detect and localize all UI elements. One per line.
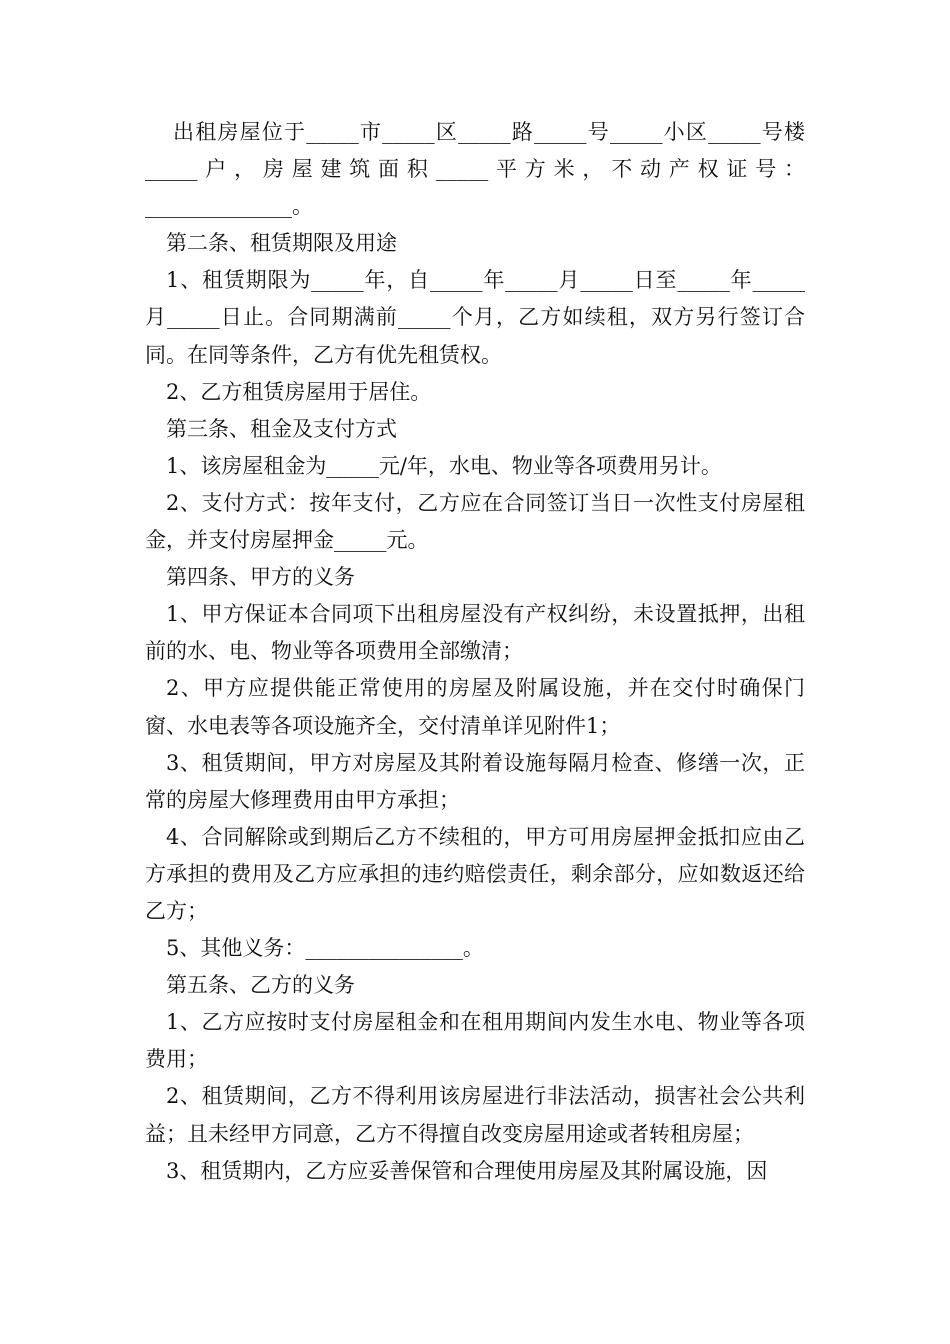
heading-article-3: 第三条、租金及支付方式 xyxy=(166,416,397,441)
paragraph-5-1: 1、乙方应按时支付房屋租金和在租用期间内发生水电、物业等各项费用； xyxy=(145,1010,805,1072)
paragraph-3-1: 1、该房屋租金为_____元/年，水电、物业等各项费用另计。 xyxy=(166,453,722,478)
paragraph-2-1: 1、租赁期限为_____年，自_____年_____月_____日至_____年_____月_____日止。合同期满前_____个月，乙方如续租，双方另行签订合同。在同等条件，乙方有优先租赁权。 xyxy=(145,268,805,367)
paragraph-property-location: 出租房屋位于_____市_____区_____路_____号_____小区_____号楼_____户，房屋建筑面积_____平方米，不动产权证号：______________。 xyxy=(145,120,805,219)
document-body xyxy=(145,114,805,1190)
paragraph-4-4: 4、合同解除或到期后乙方不续租的，甲方可用房屋押金抵扣应由乙方承担的费用及乙方应承担的违约赔偿责任，剩余部分，应如数返还给乙方； xyxy=(145,824,805,923)
paragraph-4-3: 3、租赁期间，甲方对房屋及其附着设施每隔月检查、修缮一次，正常的房屋大修理费用由甲方承担； xyxy=(145,750,805,812)
paragraph-3-2: 2、支付方式：按年支付，乙方应在合同签订当日一次性支付房屋租金，并支付房屋押金_____元。 xyxy=(145,490,805,553)
paragraph-5-2: 2、租赁期间，乙方不得利用该房屋进行非法活动，损害社会公共利益；且未经甲方同意，乙方不得擅自改变房屋用途或者转租房屋； xyxy=(145,1084,805,1146)
heading-article-5: 第五条、乙方的义务 xyxy=(166,973,355,998)
heading-article-2: 第二条、租赁期限及用途 xyxy=(166,231,397,256)
paragraph-5-3: 3、租赁期内，乙方应妥善保管和合理使用房屋及其附属设施，因 xyxy=(166,1158,768,1183)
paragraph-4-1: 1、甲方保证本合同项下出租房屋没有产权纠纷，未设置抵押，出租前的水、电、物业等各项费用全部缴清； xyxy=(145,602,805,664)
paragraph-4-2: 2、甲方应提供能正常使用的房屋及附属设施，并在交付时确保门窗、水电表等各项设施齐全，交付清单详见附件1； xyxy=(145,676,805,738)
paragraph-2-2: 2、乙方租赁房屋用于居住。 xyxy=(166,379,432,404)
heading-article-4: 第四条、甲方的义务 xyxy=(166,565,355,590)
paragraph-4-5: 5、其他义务：_______________。 xyxy=(166,936,484,961)
